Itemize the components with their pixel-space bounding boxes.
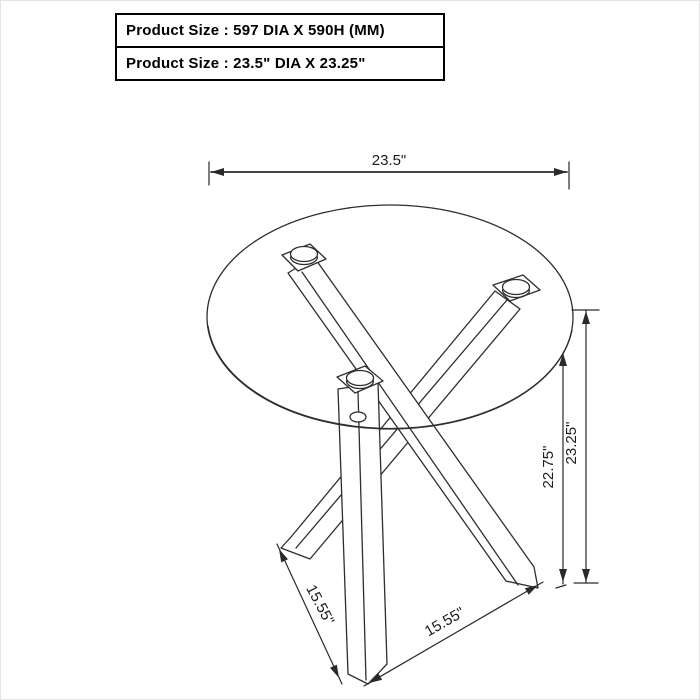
leg-c-mount-puck [347,371,374,386]
arrowhead-down-2275 [559,569,567,582]
table-line-drawing [1,1,700,700]
dimension-leg-span-right [364,582,543,686]
leg-span-right-label: 15.55" [421,604,468,641]
arrowhead-up-2325 [582,311,590,324]
dimension-height-glass-bottom [540,353,567,588]
leg-a-mount-puck [291,247,318,262]
product-size-inch-label: Product Size : 23.5" DIA X 23.25" [126,55,366,72]
diameter-label: 23.5" [371,152,407,169]
foot-tick-2275 [556,585,566,588]
arrowhead-right [554,168,567,176]
table-leg-center [337,366,387,684]
arrowhead-left [211,168,224,176]
product-size-mm-label: Product Size : 597 DIA X 590H (MM) [117,15,443,48]
overall-height-label: 23.25" [563,421,580,465]
leg-c-bolt-cap [350,412,366,422]
height-glass-bottom-label: 22.75" [540,445,557,489]
dimension-line-right-span [364,582,543,686]
leg-b-mount-puck [503,280,530,295]
dimension-overall-height [563,310,599,583]
arrowhead-down-2325 [582,569,590,582]
product-size-box [115,13,445,81]
leg-span-left-label: 15.55" [302,581,338,628]
arrowhead-span-left-top [279,549,288,562]
dimension-diameter [209,152,569,189]
dimension-leg-span-left [277,544,342,684]
arrowhead-span-left-bottom [330,665,339,678]
arrowhead-up-2275 [559,353,567,366]
